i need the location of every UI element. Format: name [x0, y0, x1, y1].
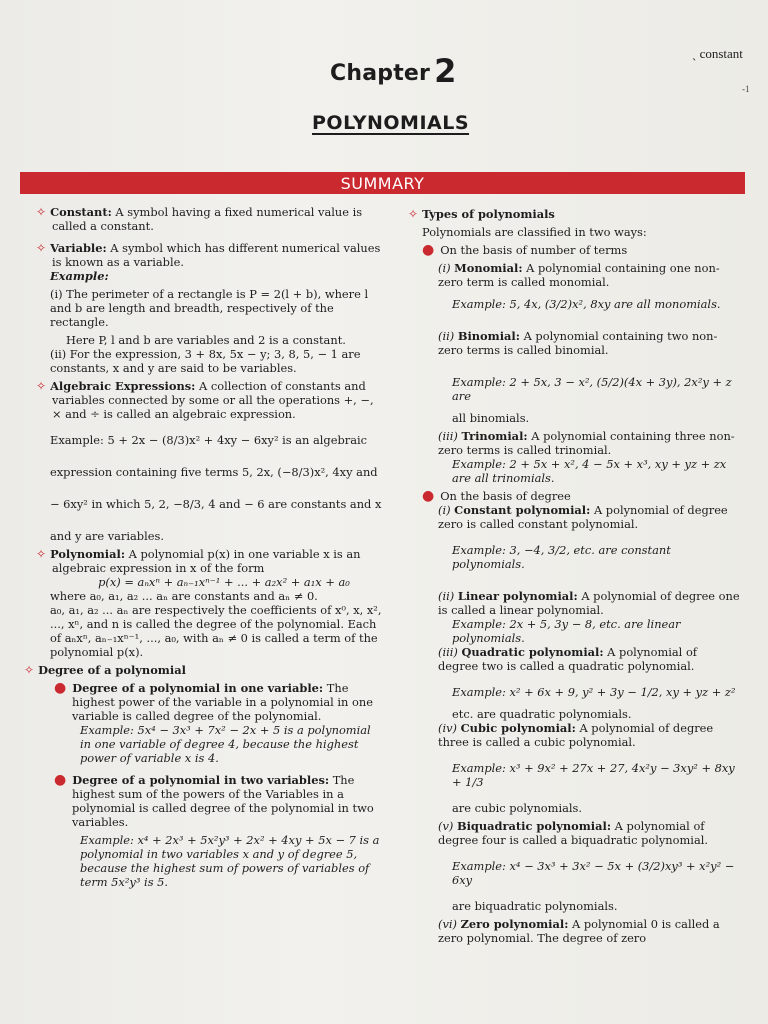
algebraic-term: Algebraic Expressions: — [50, 379, 196, 393]
right-column — [408, 207, 740, 945]
cubic-polynomial-term: Cubic polynomial: — [460, 721, 576, 735]
item-number: (ii) — [438, 589, 455, 603]
summary-banner: SUMMARY — [20, 172, 745, 194]
red-dot-bullet-icon: ● — [54, 772, 67, 788]
polynomial-text: A polynomial p(x) in one variable x is an algebraic expression in x of the form — [52, 547, 361, 575]
binomial-term: Binomial: — [457, 329, 520, 343]
constant-polynomial-term: Constant polynomial: — [454, 503, 591, 517]
degree-two-variables-text: The highest sum of the powers of the Variables in a polynomial is called degree of the polynomial in two variables. — [72, 773, 374, 829]
item-number: (iv) — [438, 721, 457, 735]
quadratic-polynomial-text: A polynomial of degree two is called a quadratic polynomial. — [438, 645, 698, 673]
degree-one-variable-term: Degree of a polynomial in one variable: — [72, 681, 324, 695]
monomial-definition — [408, 261, 740, 289]
binomial-example: Example: 2 + 5x, 3 − x², (5/2)(4x + 3y), 2x²y + z are — [452, 375, 732, 403]
red-dot-bullet-icon: ● — [422, 488, 435, 504]
cubic-polynomial-example-end: are cubic polynomials. — [452, 801, 583, 815]
degree-two-variables-example: Example: x⁴ + 2x³ + 5x²y³ + 2x² + 4xy + 5x − 7 is a polynomial in two variables x and y of degree 5, because the highest sum of powers of variables of term 5x²y³ is 5. — [80, 833, 380, 889]
trinomial-term: Trinomial: — [461, 429, 528, 443]
chapter-title: POLYNOMIALS — [312, 112, 470, 134]
corner-note-secondary: -1 — [742, 84, 750, 94]
variable-term: Variable: — [50, 241, 107, 255]
constant-term: Constant: — [50, 205, 112, 219]
linear-polynomial-example: Example: 2x + 5, 3y − 8, etc. are linear polynomials. — [452, 617, 681, 645]
constant-polynomial-example: Example: 3, −4, 3/2, etc. are constant polynomials. — [452, 543, 671, 571]
algebraic-text: A collection of constants and variables connected by some or all the operations +, −, × and ÷ is called an algebraic expression. — [52, 379, 374, 421]
red-dot-bullet-icon: ● — [422, 242, 435, 258]
types-heading — [408, 207, 740, 221]
zero-polynomial-definition — [408, 917, 740, 945]
item-number: (iii) — [438, 645, 458, 659]
zero-polynomial-term: Zero polynomial: — [460, 917, 569, 931]
diamond-bullet-icon: ✧ — [36, 379, 47, 393]
algebraic-example-line1: Example: 5 + 2x − (8/3)x² + 4xy − 6xy² is an algebraic — [50, 433, 368, 447]
binomial-example-end: all binomials. — [452, 411, 530, 425]
cubic-polynomial-definition — [408, 721, 740, 749]
diamond-bullet-icon: ✧ — [408, 207, 419, 221]
example-one-note: Here P, l and b are variables and 2 is a constant. — [66, 333, 346, 347]
quadratic-polynomial-term: Quadratic polynomial: — [461, 645, 604, 659]
quadratic-polynomial-definition — [408, 645, 740, 673]
item-number: (vi) — [438, 917, 457, 931]
monomial-example: Example: 5, 4x, (3/2)x², 8xy are all monomials. — [452, 297, 721, 311]
degree-two-variables — [36, 773, 382, 829]
constant-text: A symbol having a fixed numerical value is called a constant. — [52, 205, 363, 233]
item-number: (i) — [438, 261, 451, 275]
algebraic-example-line2: expression containing five terms 5, 2x, (−8/3)x², 4xy and — [50, 465, 378, 479]
trinomial-definition — [408, 429, 740, 457]
basis-terms-text: On the basis of number of terms — [440, 243, 628, 257]
polynomial-term: Polynomial: — [50, 547, 126, 561]
degree-one-variable-text: The highest power of the variable in a polynomial in one variable is called degree of the polynomial. — [72, 681, 373, 723]
basis-terms — [408, 243, 740, 257]
linear-polynomial-definition — [408, 589, 740, 617]
polynomial-definition — [36, 547, 382, 575]
quadratic-polynomial-example-end: etc. are quadratic polynomials. — [452, 707, 632, 721]
variable-text: A symbol which has different numerical values is known as a variable. — [52, 241, 381, 269]
zero-polynomial-text: A polynomial 0 is called a zero polynomial. The degree of zero — [438, 917, 720, 945]
left-column — [24, 205, 382, 889]
chapter-number: 2 — [434, 52, 457, 90]
constant-polynomial-definition — [408, 503, 740, 531]
biquadratic-polynomial-text: A polynomial of degree four is called a biquadratic polynomial. — [438, 819, 708, 847]
degree-two-variables-term: Degree of a polynomial in two variables: — [72, 773, 330, 787]
chapter-label: Chapter — [330, 61, 431, 86]
degree-one-variable — [36, 681, 382, 723]
diamond-bullet-icon: ✧ — [24, 663, 35, 677]
biquadratic-polynomial-example: Example: x⁴ − 3x³ + 3x² − 5x + (3/2)xy³ + x²y² − 6xy — [452, 859, 735, 887]
red-dot-bullet-icon: ● — [54, 680, 67, 696]
basis-degree — [408, 489, 740, 503]
item-number: (ii) — [438, 329, 455, 343]
monomial-text: A polynomial containing one non-zero term is called monomial. — [438, 261, 720, 289]
biquadratic-polynomial-definition — [408, 819, 740, 847]
diamond-bullet-icon: ✧ — [36, 547, 47, 561]
types-intro: Polynomials are classified in two ways: — [422, 225, 647, 239]
biquadratic-polynomial-example-end: are biquadratic polynomials. — [452, 899, 618, 913]
trinomial-example: Example: 2 + 5x + x², 4 − 5x + x³, xy + yz + zx are all trinomials. — [452, 457, 727, 485]
polynomial-where: where a₀, a₁, a₂ ... aₙ are constants and aₙ ≠ 0. — [50, 589, 318, 603]
diamond-bullet-icon: ✧ — [36, 241, 47, 255]
types-heading-text: Types of polynomials — [422, 207, 555, 221]
item-number: (i) — [438, 503, 451, 517]
example-two: (ii) For the expression, 3 + 8x, 5x − y; 3, 8, 5, − 1 are constants, x and y are said to be variables. — [50, 347, 361, 375]
degree-one-variable-example: Example: 5x⁴ − 3x³ + 7x² − 2x + 5 is a polynomial in one variable of degree 4, because the highest power of variable x is 4. — [80, 723, 371, 765]
trinomial-text: A polynomial containing three non-zero terms is called trinomial. — [438, 429, 735, 457]
quadratic-polynomial-example: Example: x² + 6x + 9, y² + 3y − 1/2, xy + yz + z² — [452, 685, 736, 699]
monomial-term: Monomial: — [454, 261, 523, 275]
linear-polynomial-term: Linear polynomial: — [457, 589, 578, 603]
binomial-definition — [408, 329, 740, 357]
diamond-bullet-icon: ✧ — [36, 205, 47, 219]
corner-note-text: constant — [699, 46, 743, 61]
algebraic-example-line3: − 6xy² in which 5, 2, −8/3, 4 and − 6 are constants and x — [50, 497, 382, 511]
degree-heading-text: Degree of a polynomial — [38, 663, 186, 677]
item-number: (v) — [438, 819, 454, 833]
constant-definition — [36, 205, 382, 233]
cubic-polynomial-example: Example: x³ + 9x² + 27x + 27, 4x²y − 3xy² + 8xy + 1/3 — [452, 761, 735, 789]
algebraic-expression-definition — [36, 379, 382, 421]
chapter-heading — [330, 52, 457, 90]
degree-heading — [24, 663, 382, 677]
polynomial-general-form: p(x) = aₙxⁿ + aₙ₋₁xⁿ⁻¹ + ... + a₂x² + a₁x + a₀ — [98, 575, 350, 589]
biquadratic-polynomial-term: Biquadratic polynomial: — [456, 819, 612, 833]
algebraic-example-line4: and y are variables. — [50, 529, 164, 543]
cubic-polynomial-text: A polynomial of degree three is called a cubic polynomial. — [438, 721, 714, 749]
example-label: Example: — [50, 269, 109, 283]
corner-note — [692, 46, 743, 62]
item-number: (iii) — [438, 429, 458, 443]
binomial-text: A polynomial containing two non-zero terms is called binomial. — [438, 329, 718, 357]
polynomial-coefficients: a₀, a₁, a₂ ... aₙ are respectively the coefficients of x⁰, x, x², ..., xⁿ, and n is called the degree of the polynomial. Each of aₙxⁿ, aₙ₋₁xⁿ⁻¹, ..., a₀, with aₙ ≠ 0 is called a term of the polynomial p(x). — [50, 603, 382, 659]
bullet-mark-icon: ˎ — [692, 46, 697, 61]
variable-definition — [36, 241, 382, 269]
basis-degree-text: On the basis of degree — [440, 489, 571, 503]
example-one: (i) The perimeter of a rectangle is P = 2(l + b), where l and b are length and breadth, respectively of the rectangle. — [50, 287, 369, 329]
linear-polynomial-text: A polynomial of degree one is called a linear polynomial. — [438, 589, 740, 617]
constant-polynomial-text: A polynomial of degree zero is called constant polynomial. — [438, 503, 728, 531]
